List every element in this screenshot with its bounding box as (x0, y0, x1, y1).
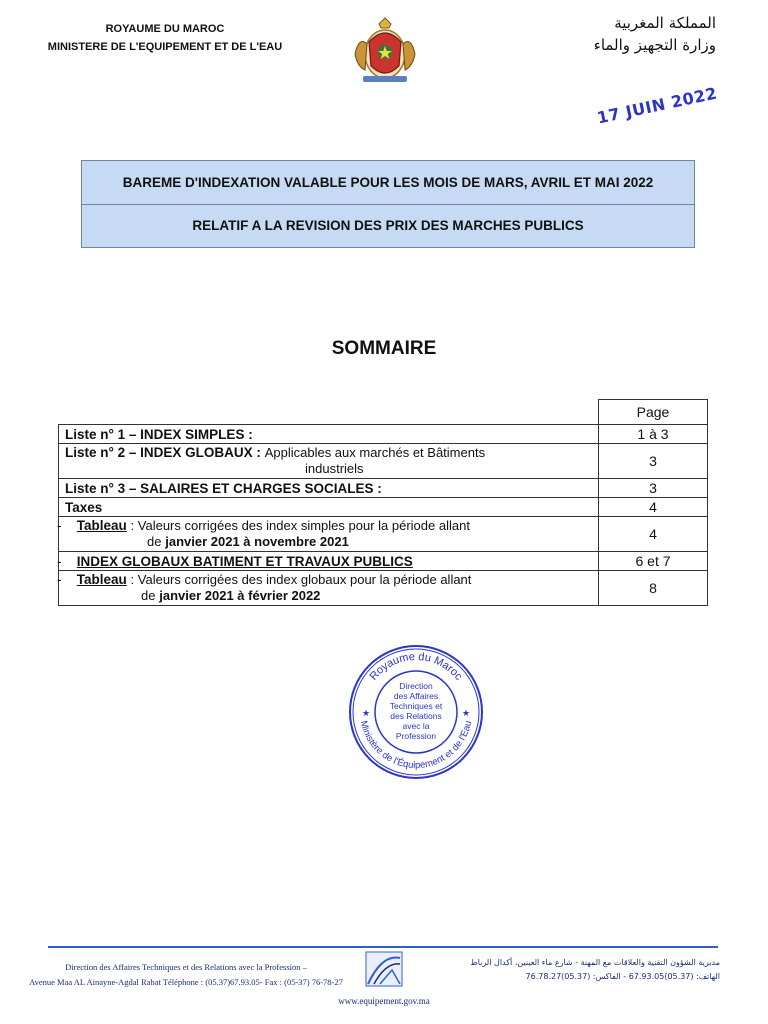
toc-table (58, 399, 708, 606)
table-row (59, 444, 708, 479)
title-line-1: BAREME D'INDEXATION VALABLE POUR LES MOIS DE MARS, AVRIL ET MAI 2022 (122, 175, 654, 190)
title-box (81, 160, 695, 248)
sommaire-heading: SOMMAIRE (331, 338, 437, 359)
seal-star-icon: ★ (462, 709, 471, 719)
toc-bullet: - (57, 518, 62, 533)
toc-detail: : Valeurs corrigées des index globaux pour la période allant (130, 572, 472, 587)
toc-detail-period: janvier 2021 à février 2022 (159, 588, 321, 603)
footer-fr-line2: Avenue Maa AL Ainayne-Agdal Rabat Téléphone : (05.37)67.93.05- Fax : (05-37) 76-78-27 (29, 977, 343, 987)
toc-page: 3 (599, 444, 708, 479)
toc-label: Liste n° 3 – SALAIRES ET CHARGES SOCIALES : (65, 480, 382, 496)
footer-fr-line1: Direction des Affaires Techniques et des Relations avec la Profession – (65, 962, 307, 972)
toc-page: 4 (599, 517, 708, 552)
toc-detail-cont: industriels (305, 461, 364, 476)
footer-website: www.equipement.gov.ma (338, 996, 430, 1006)
table-row (59, 479, 708, 498)
toc-detail-pre: de (141, 588, 156, 603)
seal-inner-line: des Relations (390, 711, 442, 721)
table-row (59, 571, 708, 606)
seal-inner-line: Profession (395, 731, 437, 741)
footer-ar-line2: الهاتف: (05.37)67.93.05 - الفاكس: (05.37)76.78.27 (525, 972, 720, 981)
seal-inner-line: avec la (402, 721, 430, 731)
toc-page: 6 et 7 (599, 552, 708, 571)
seal-inner-line: Direction (399, 681, 433, 691)
toc-detail: : Valeurs corrigées des index simples pour la période allant (130, 518, 470, 533)
header-ministry-ar: وزارة التجهيز والماء (593, 36, 716, 54)
toc-detail-period: janvier 2021 à novembre 2021 (165, 534, 349, 549)
seal-star-icon: ★ (362, 709, 371, 719)
title-divider (82, 204, 694, 205)
toc-label: Liste n° 1 – INDEX SIMPLES : (65, 426, 253, 442)
seal-inner-line: des Affaires (393, 691, 439, 701)
toc-bullet: - (57, 553, 62, 569)
header-ar (476, 12, 716, 56)
ministry-logo-icon (360, 948, 408, 990)
toc-page: 1 à 3 (599, 425, 708, 444)
footer-ar-line1: مديرية الشؤون التقنية والعلاقات مع المهنة - شارع ماء العينين، أكدال الرباط (470, 958, 720, 967)
toc-label: Tableau (76, 572, 127, 587)
toc-bullet: - (57, 572, 62, 587)
footer-ar (420, 956, 720, 984)
date-stamp: 17 JUIN 2022 (595, 83, 719, 128)
table-row (59, 517, 708, 552)
official-seal-icon (346, 642, 486, 782)
header-ministry: MINISTERE DE L'EQUIPEMENT ET DE L'EAU (47, 41, 283, 53)
toc-page: 4 (599, 498, 708, 517)
toc-header-row (59, 400, 708, 425)
toc-label: Taxes (65, 499, 103, 515)
toc-page: 8 (599, 571, 708, 606)
footer-fr (10, 960, 362, 990)
seal-top-text: Royaume du Maroc (367, 650, 465, 683)
toc-detail: Applicables aux marchés et Bâtiments (264, 445, 486, 460)
toc-label: Tableau (76, 518, 127, 533)
header-fr (40, 20, 290, 56)
title-line-2: RELATIF A LA REVISION DES PRIX DES MARCHES PUBLICS (192, 218, 584, 233)
toc-detail-pre: de (147, 534, 162, 549)
header-kingdom-ar: المملكة المغربية (614, 14, 716, 32)
header-kingdom: ROYAUME DU MAROC (105, 23, 225, 35)
coat-of-arms-icon (349, 14, 421, 86)
seal-inner-line: Techniques et (389, 701, 443, 711)
toc-label: INDEX GLOBAUX BATIMENT ET TRAVAUX PUBLICS (76, 553, 413, 569)
table-row (59, 552, 708, 571)
table-row (59, 498, 708, 517)
toc-label: Liste n° 2 – INDEX GLOBAUX : (65, 445, 261, 460)
table-row (59, 425, 708, 444)
toc-page-header: Page (599, 400, 708, 425)
toc-page: 3 (599, 479, 708, 498)
seal-bottom-text: Ministère de l'Équipement et de l'Eau (357, 719, 475, 772)
